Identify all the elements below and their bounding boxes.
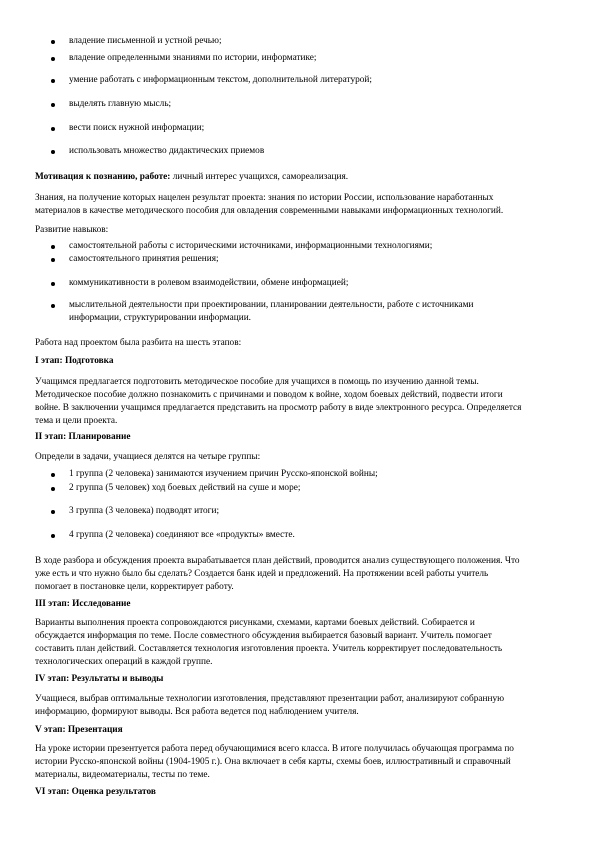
list-item: 3 группа (3 человека) подводят итоги;	[69, 506, 220, 516]
knowledge-line: материалов в качестве методического пособия для овладения современными навыками информационных технологий.	[35, 206, 504, 216]
paragraph-line: помогает в постановке цели, корректирует работу.	[35, 582, 234, 592]
stage-heading: I этап: Подготовка	[35, 356, 114, 366]
bullet-icon	[51, 510, 55, 514]
motivation-text: личный интерес учащихся, самореализация.	[170, 172, 349, 182]
bullet-icon	[51, 57, 55, 61]
paragraph-line: На уроке истории презентуется работа перед обучающимися всего класса. В итоге получилась обучающая программа по	[35, 744, 514, 754]
paragraph-line: информацию, формируют выводы. Вся работа ведется под наблюдением учителя.	[35, 707, 359, 717]
bullet-icon	[51, 534, 55, 538]
list-item: 2 группа (5 человек) ход боевых действий на суше и море;	[69, 483, 301, 493]
list-item: самостоятельного принятия решения;	[69, 254, 219, 264]
paragraph-line: обсуждается информация по теме. После совместного обсуждения выбирается базовый вариант. Учитель помогает	[35, 631, 492, 641]
bullet-icon	[51, 304, 55, 308]
bullet-icon	[51, 245, 55, 249]
paragraph-line: Методическое пособие должно познакомить с причинами и поводом к войне, ходом боевых действий, подвести итоги	[35, 390, 503, 400]
paragraph-line: Варианты выполнения проекта сопровождаются рисунками, схемами, картами боевых действий. Собирается и	[35, 618, 475, 628]
bullet-icon	[51, 487, 55, 491]
bullet-icon	[51, 40, 55, 44]
list-item: 1 группа (2 человека) занимаются изучением причин Русско-японской войны;	[69, 469, 378, 479]
stage-heading: III этап: Исследование	[35, 599, 131, 609]
list-item: мыслительной деятельности при проектировании, планировании деятельности, работе с источниками	[69, 300, 474, 310]
list-item: умение работать с информационным текстом, дополнительной литературой;	[69, 75, 372, 85]
list-item: владение письменной и устной речью;	[69, 36, 222, 46]
bullet-icon	[51, 103, 55, 107]
bullet-icon	[51, 127, 55, 131]
motivation-paragraph	[35, 171, 348, 184]
paragraph-line: составить план действий. Составляется технология изготовления проекта. Учитель корректирует последовательность	[35, 644, 503, 654]
paragraph-line: Определи в задачи, учащиеся делятся на четыре группы:	[35, 452, 261, 462]
bullet-icon	[51, 258, 55, 262]
paragraph-line: тема и цели проекта.	[35, 416, 118, 426]
bullet-icon	[51, 473, 55, 477]
paragraph-line: В ходе разбора и обсуждения проекта вырабатывается план действий, проводится анализ существующего положения. Что	[35, 556, 520, 566]
list-item: владение определенными знаниями по истории, информатике;	[69, 53, 317, 63]
paragraph-line: уже есть и что нужно было бы сделать? Создается банк идей и предложений. На протяжении всей работы учитель	[35, 569, 489, 579]
skills-intro: Развитие навыков:	[35, 225, 109, 235]
bullet-icon	[51, 150, 55, 154]
list-item: выделять главную мысль;	[69, 99, 172, 109]
knowledge-line: Знания, на получение которых нацелен результат проекта: знания по истории России, использование наработанных	[35, 193, 494, 203]
bullet-icon	[51, 79, 55, 83]
stage-heading: II этап: Планирование	[35, 432, 131, 442]
stage-heading: IV этап: Результаты и выводы	[35, 674, 164, 684]
stages-intro: Работа над проектом была разбита на шесть этапов:	[35, 338, 242, 348]
stage-heading: VI этап: Оценка результатов	[35, 787, 156, 797]
list-item: вести поиск нужной информации;	[69, 123, 205, 133]
bullet-icon	[51, 282, 55, 286]
paragraph-line: материалы, видеоматериалы, тесты по теме.	[35, 770, 210, 780]
list-item: коммуникативности в ролевом взаимодействии, обмене информацией;	[69, 278, 349, 288]
motivation-label: Мотивация к познанию, работе:	[35, 172, 171, 182]
stage-heading: V этап: Презентация	[35, 725, 123, 735]
paragraph-line: войне. В заключении учащимся предлагается представить на просмотр работу в виде электронного ресурса. Определяется	[35, 403, 522, 413]
list-item: 4 группа (2 человека) соединяют все «продукты» вместе.	[69, 530, 295, 540]
paragraph-line: истории Русско-японской войны (1904-1905 г.). Она включает в себя карты, схемы боев, иллюстративный и справочный	[35, 757, 511, 767]
paragraph-line: Учащиеся, выбрав оптимальные технологии изготовления, представляют презентации работ, анализируют собранную	[35, 694, 505, 704]
list-item: самостоятельной работы с историческими источниками, информационными технологиями;	[69, 241, 433, 251]
list-item: использовать множество дидактических приемов	[69, 146, 265, 156]
paragraph-line: Учащимся предлагается подготовить методическое пособие для учащихся в помощь по изучению данной темы.	[35, 377, 479, 387]
list-item-continuation: информации, структурировании информации.	[69, 313, 252, 323]
paragraph-line: технологических операций в каждой группе.	[35, 657, 213, 667]
